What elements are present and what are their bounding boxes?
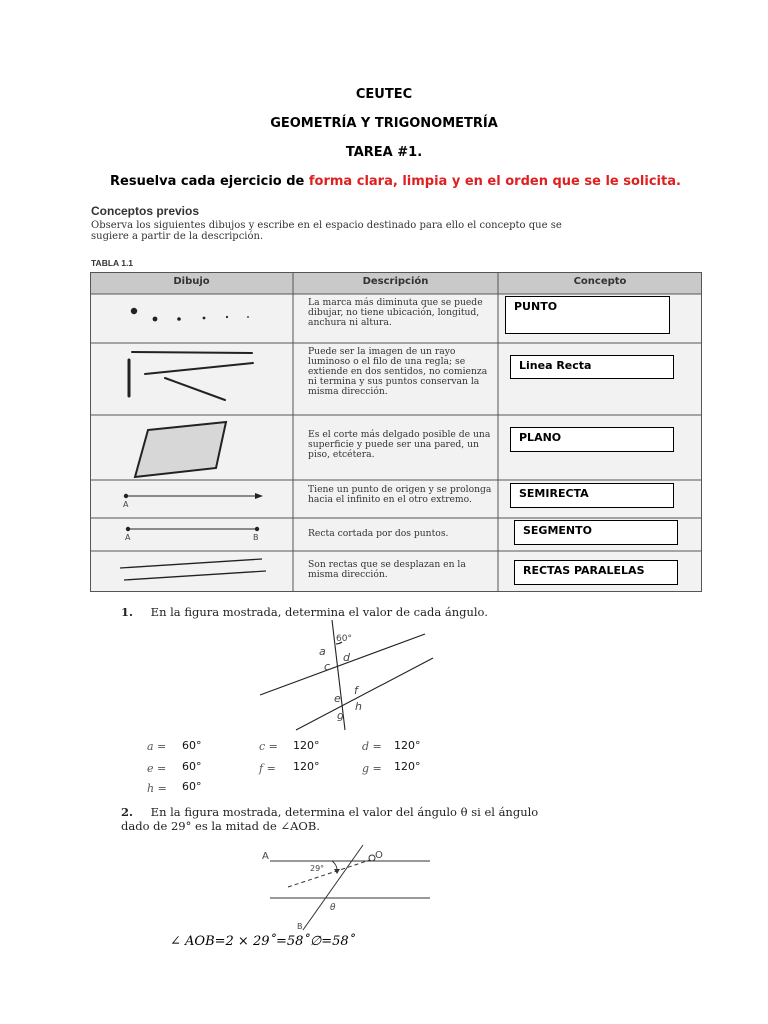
answer-h-value[interactable]: 60° [182,780,202,793]
problem1-label-e: e [334,692,341,705]
answer-c-value[interactable]: 120° [293,739,320,752]
concept-answer-segment[interactable]: SEGMENTO [514,520,678,545]
description-point: La marca más diminuta que se puede dibujar, no tiene ubicación, longitud, anchura ni altura. [308,297,483,328]
answer-d-value[interactable]: 120° [394,739,421,752]
description-ray: Tiene un punto de origen y se prolonga hacia el infinito en el otro extremo. [308,484,492,505]
concept-answer-plane[interactable]: PLANO [510,427,674,452]
answer-f-label: f = [259,762,276,775]
answer-g-value[interactable]: 120° [394,760,421,773]
plane-drawing [135,422,226,477]
problem1-angle-label: 60° [336,634,352,644]
answer-g-label: g = [362,762,382,775]
answer-e-value[interactable]: 60° [182,760,202,773]
concepts-description: Observa los siguientes dibujos y escribe en el espacio destinado para ello el concepto que se sugiere a partir de la descripción. [91,220,562,242]
table-label: TABLA 1.1 [91,258,134,268]
instruction [110,174,681,189]
problem2-label-o: O [375,850,383,861]
problem1-label-c: c [324,660,331,673]
problem1-label-g: g [337,709,344,722]
description-parallel: Son rectas que se desplazan en la misma dirección. [308,559,466,580]
concept-answer-parallel[interactable]: RECTAS PARALELAS [514,560,678,585]
problem1-label-d: d [343,651,350,664]
answer-f-value[interactable]: 120° [293,760,320,773]
concept-answer-point[interactable]: PUNTO [505,296,670,334]
problem1-number: 1. [121,605,134,619]
problem2-figure [260,838,435,933]
course-title: GEOMETRÍA Y TRIGONOMETRÍA [270,116,498,131]
concept-answer-line[interactable]: Linea Recta [510,355,674,379]
problem2-label-b: B [297,922,303,931]
answer-c-label: c = [259,740,278,753]
column-header-drawing: Dibujo [173,276,210,287]
answer-h-label: h = [147,782,167,795]
problem2-formula[interactable]: ∠ AOB=2 × 29˚=58˚∅=58˚ [170,934,356,949]
problem2-angle-label: 29° [310,864,325,873]
problem1-label-a: a [319,645,326,658]
instruction-prefix: Resuelva cada ejercicio de [110,174,309,189]
description-segment: Recta cortada por dos puntos. [308,528,449,539]
concepts-table [90,272,702,592]
concepts-title: Conceptos previos [91,204,200,218]
description-plane: Es el corte más delgado posible de una superficie y puede ser una pared, un piso, etcétera. [308,429,491,460]
column-header-description: Descripción [362,276,429,287]
ray-point-label: A [123,500,129,509]
answer-d-label: d = [362,740,382,753]
answer-e-label: e = [147,762,167,775]
task-title: TAREA #1. [345,145,423,160]
answer-a-value[interactable]: 60° [182,739,202,752]
segment-point-a-label: A [125,533,131,542]
problem2-statement [121,805,561,833]
description-line: Puede ser la imagen de un rayo luminoso o el filo de una regla; se extiende en dos sentidos, no comienza ni termina y sus puntos conservan la misma dirección. [308,346,488,397]
problem2-label-a: A [262,851,269,862]
school-title: CEUTEC [355,87,413,102]
problem2-number: 2. [121,805,134,819]
problem1-statement [121,605,488,619]
concept-answer-ray[interactable]: SEMIRECTA [510,483,674,508]
column-header-concept: Concepto [573,276,627,287]
problem2-text: En la figura mostrada, determina el valor del ángulo θ si el ángulo dado de 29° es la mitad de ∠AOB. [121,805,539,833]
problem1-label-f: f [354,684,358,697]
problem1-text: En la figura mostrada, determina el valor de cada ángulo. [150,605,488,619]
answer-a-label: a = [147,740,167,753]
problem2-label-theta: θ [330,903,336,913]
instruction-highlight: forma clara, limpia y en el orden que se le solicita. [308,174,681,189]
problem1-label-h: h [355,700,362,713]
segment-point-b-label: B [253,533,259,542]
